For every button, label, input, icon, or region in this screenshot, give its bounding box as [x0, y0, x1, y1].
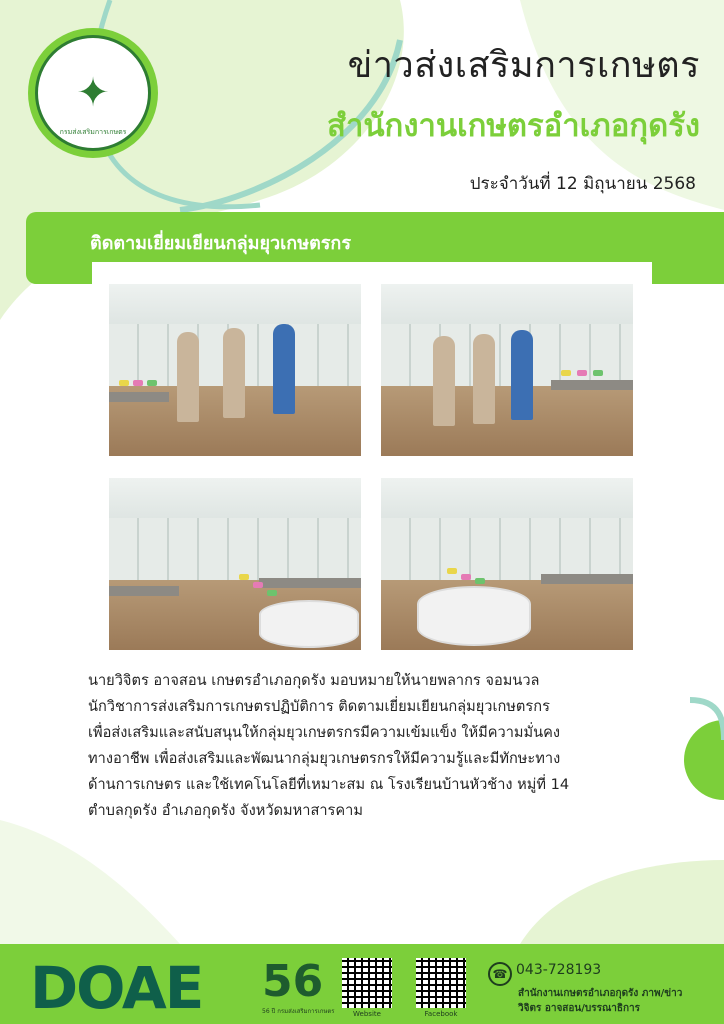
photo-greenhouse-1 [109, 478, 361, 650]
emblem-icon: ✦ [76, 70, 110, 116]
paragraph-line: ด้านการเกษตร และใช้เทคโนโลยีที่เหมาะสม ณ โรงเรียนบ้านหัวช้าง หมู่ที่ 14 [88, 776, 570, 793]
website-qr-code[interactable] [342, 958, 392, 1008]
photo-card [92, 262, 652, 662]
logo-ring-text: กรมส่งเสริมการเกษตร [59, 128, 127, 136]
paragraph-line: นักวิชาการส่งเสริมการเกษตรปฏิบัติการ ติดตามเยี่ยมเยียนกลุ่มยุวเกษตรกร [88, 698, 550, 715]
credit-block [518, 986, 682, 1016]
doae-logo [28, 28, 158, 158]
paragraph-line: เพื่อส่งเสริมและสนับสนุนให้กลุ่มยุวเกษตรกรมีความเข้มแข็ง ให้มีความมั่นคง [88, 724, 561, 741]
photo-visit-1 [109, 284, 361, 456]
news-date: ประจำวันที่ 12 มิถุนายน 2568 [469, 174, 696, 194]
photo-greenhouse-2 [381, 478, 633, 650]
phone-icon: ☎ [488, 962, 512, 986]
section-title: ติดตามเยี่ยมเยียนกลุ่มยุวเกษตรกร [90, 233, 351, 254]
website-qr-label: Website [353, 1010, 381, 1018]
office-name: สำนักงานเกษตรอำเภอกุดรัง [327, 108, 700, 144]
photo-visit-2 [381, 284, 633, 456]
doae-brand: DOAE [30, 954, 203, 1022]
footer-bar [0, 944, 724, 1024]
credit-line-2: วิจิตร อาจสอน/บรรณาธิการ [518, 1003, 641, 1014]
news-paragraph [88, 668, 668, 824]
news-title: ข่าวส่งเสริมการเกษตร [347, 45, 700, 86]
anniversary-subtitle: 56 ปี กรมส่งเสริมการเกษตร [262, 1008, 335, 1015]
paragraph-line: ตำบลกุดรัง อำเภอกุดรัง จังหวัดมหาสารคาม [88, 802, 363, 819]
phone-number[interactable]: 043-728193 [516, 962, 602, 978]
paragraph-line: ทางอาชีพ เพื่อส่งเสริมและพัฒนากลุ่มยุวเกษตรกรให้มีความรู้และมีทักษะทาง [88, 750, 561, 767]
credit-line-1: สำนักงานเกษตรอำเภอกุดรัง ภาพ/ข่าว [518, 988, 683, 999]
anniversary-logo: 56 [262, 956, 324, 1007]
facebook-qr-label: Facebook [424, 1010, 458, 1018]
facebook-qr-code[interactable] [416, 958, 466, 1008]
paragraph-line: นายวิจิตร อาจสอน เกษตรอำเภอกุดรัง มอบหมายให้นายพลากร จอมนวล [88, 672, 540, 689]
